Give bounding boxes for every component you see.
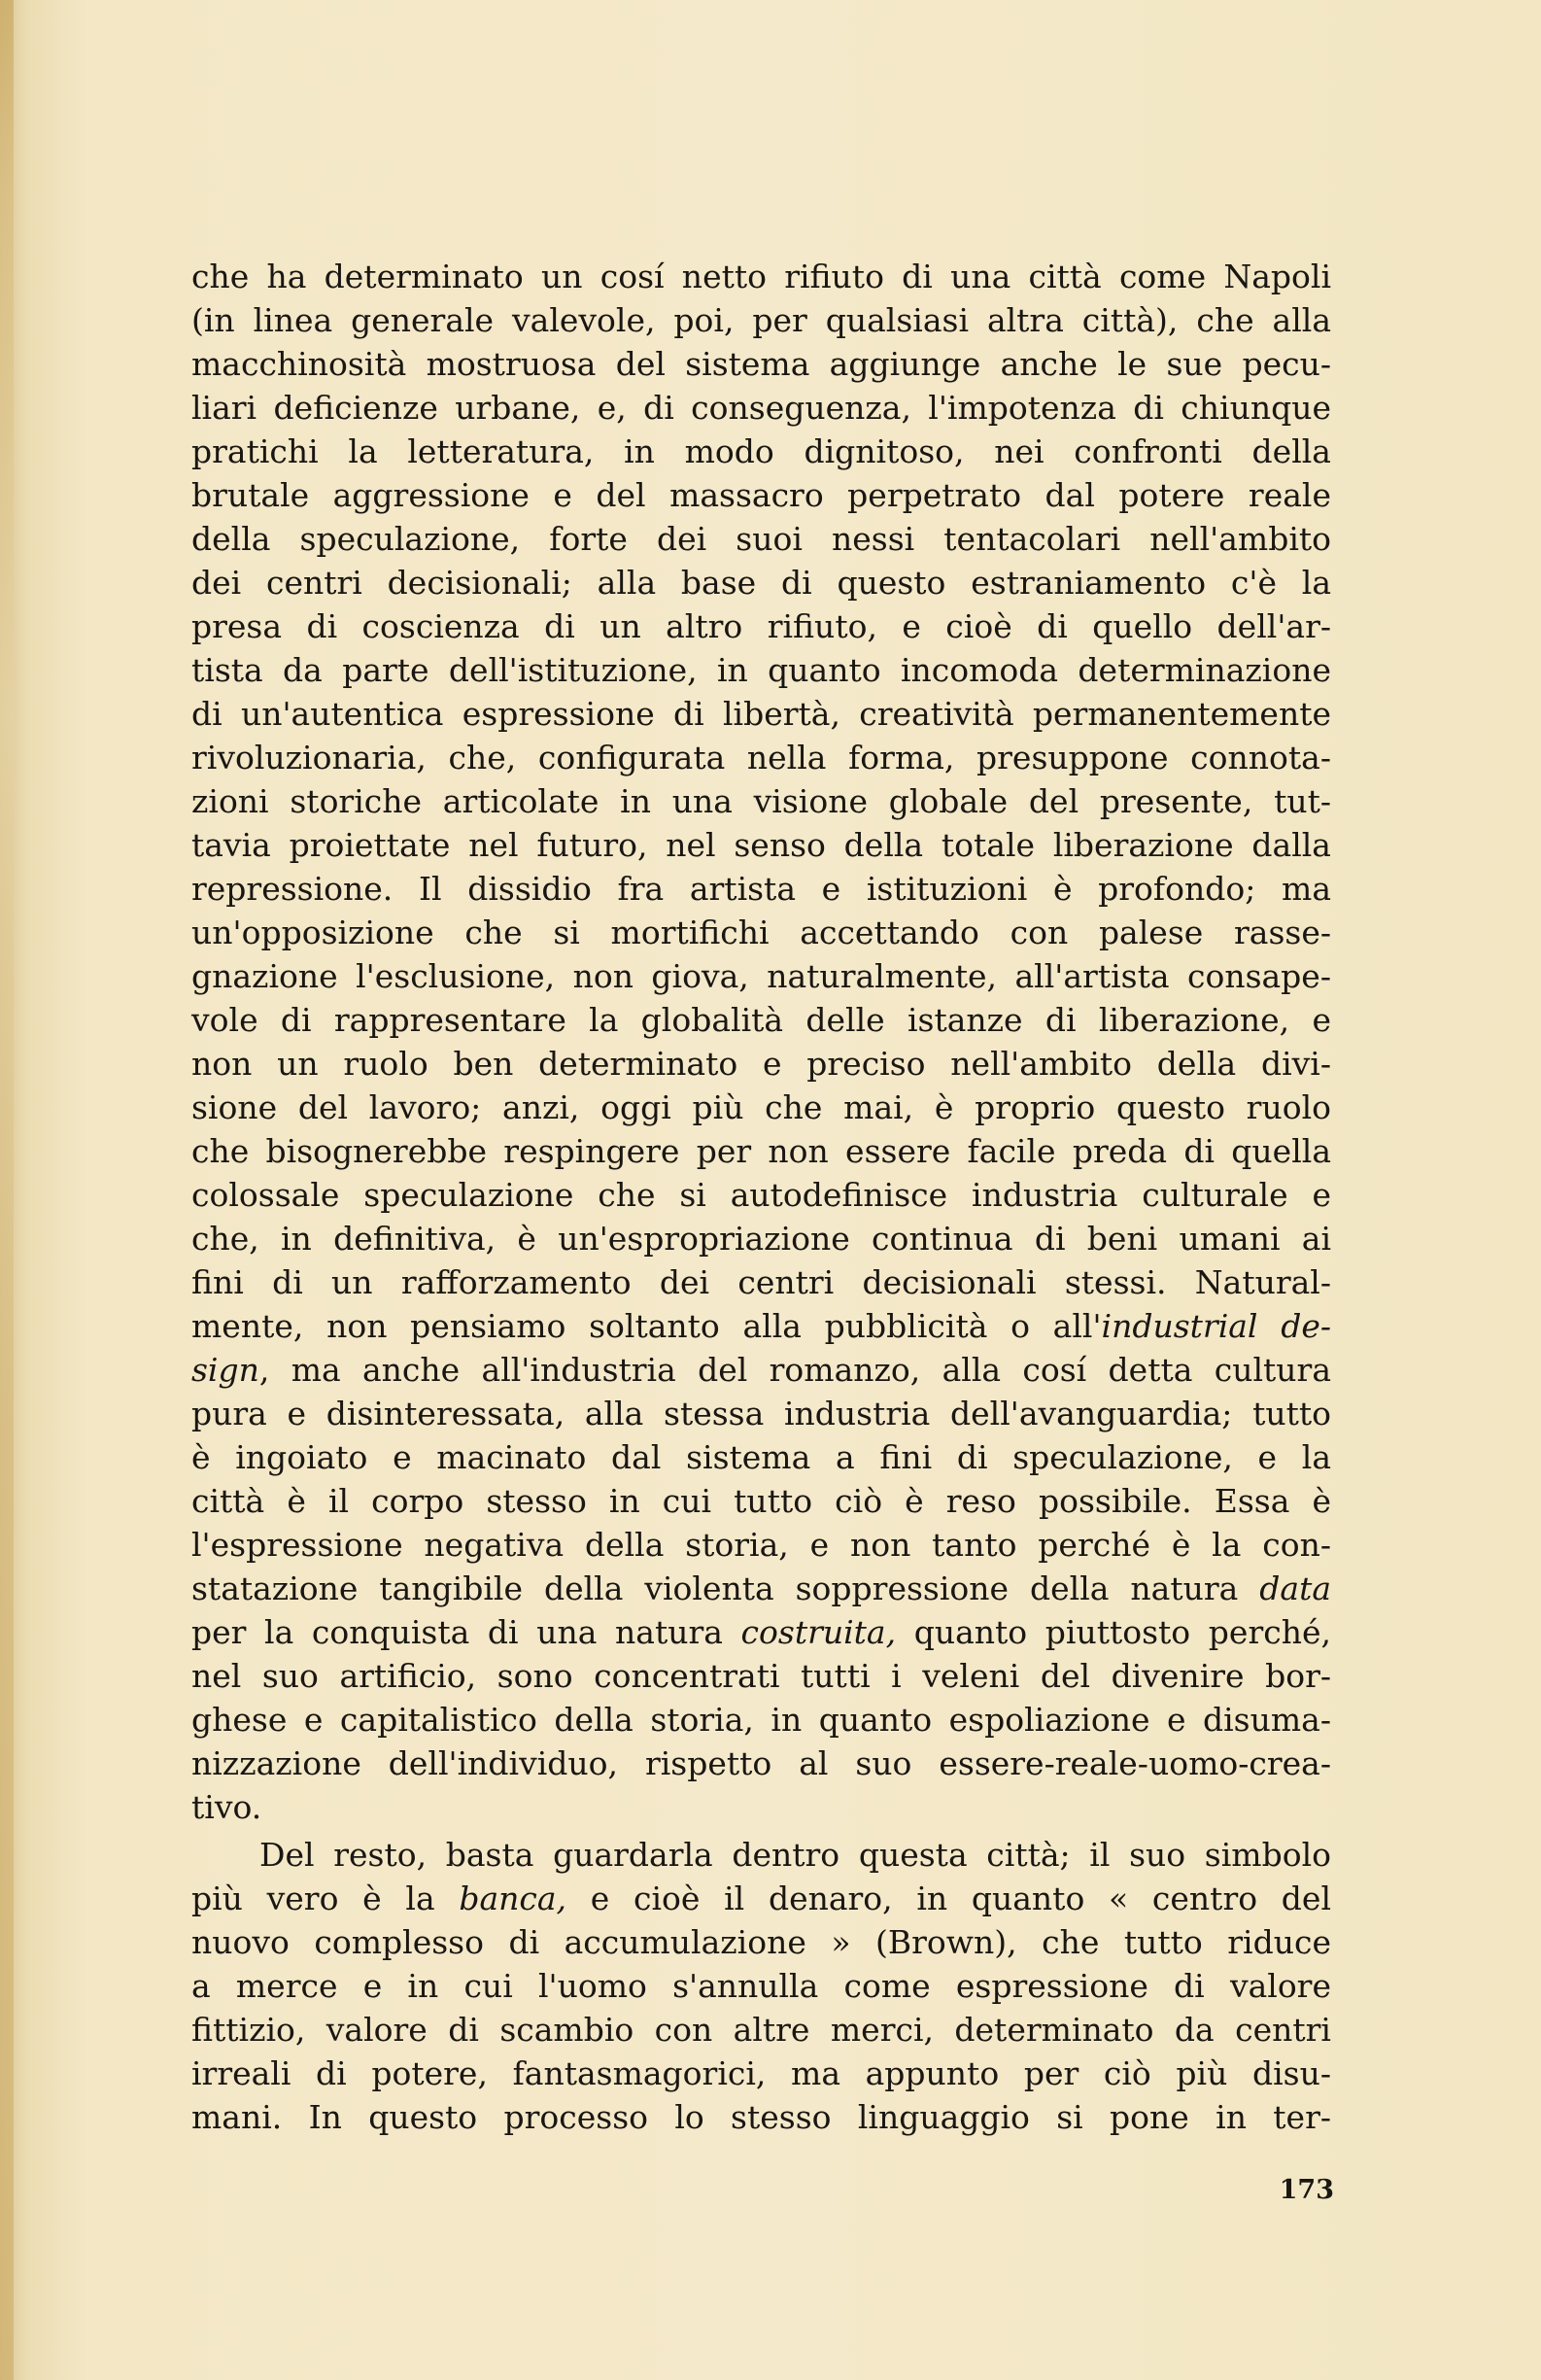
text-line: sione del lavoro; anzi, oggi più che mai, è proprio questo ruolo [191,1088,1331,1126]
text-line: l'espressione negativa della storia, e non tanto perché è la con- [191,1526,1331,1564]
text-line: pura e disinteressata, alla stessa industria dell'avanguardia; tutto [191,1395,1331,1432]
text-line: nizzazione dell'individuo, rispetto al suo essere-reale-uomo-crea- [191,1744,1331,1782]
text-line: tista da parte dell'istituzione, in quanto incomoda determinazione [191,651,1331,689]
body-text [191,255,1331,2139]
text-line: repressione. Il dissidio fra artista e istituzioni è profondo; ma [191,870,1331,908]
text-line [191,1304,1331,1348]
text-line: vole di rappresentare la globalità delle istanze di liberazione, e [191,1001,1331,1039]
text-line: rivoluzionaria, che, configurata nella forma, presuppone connota- [191,739,1331,776]
text-line: liari deficienze urbane, e, di conseguenza, l'impotenza di chiunque [191,389,1331,427]
italic-text: costruita, [740,1613,897,1651]
text-line: colossale speculazione che si autodefinisce industria culturale e [191,1176,1331,1214]
text-line: brutale aggressione e del massacro perpetrato dal potere reale [191,476,1331,514]
text-line [191,1348,1331,1392]
text-line [191,1610,1331,1654]
text-line: città è il corpo stesso in cui tutto ciò è reso possibile. Essa è [191,1482,1331,1520]
text-line: fini di un rafforzamento dei centri decisionali stessi. Natural- [191,1263,1331,1301]
text-line: zioni storiche articolate in una visione globale del presente, tut- [191,782,1331,820]
text-line: che bisognerebbe respingere per non essere facile preda di quella [191,1132,1331,1170]
text-line: della speculazione, forte dei suoi nessi tentacolari nell'ambito [191,520,1331,558]
page-number: 173 [1279,2175,1334,2205]
text-segment: statazione tangibile della violenta soppressione della natura [191,1569,1260,1607]
text-line: tavia proiettate nel futuro, nel senso della totale liberazione dalla [191,826,1331,864]
text-line: a merce e in cui l'uomo s'annulla come espressione di valore [191,1967,1331,2005]
text-line: tivo. [191,1788,262,1826]
text-line: che ha determinato un cosí netto rifiuto di una città come Napoli [191,258,1331,295]
italic-text: data [1259,1569,1331,1607]
text-line: non un ruolo ben determinato e preciso nell'ambito della divi- [191,1045,1331,1083]
text-line [191,1877,1331,1920]
text-line: di un'autentica espressione di libertà, creatività permanentemente [191,695,1331,733]
text-segment: e cioè il denaro, in quanto « centro del [566,1880,1331,1917]
text-line: gnazione l'esclusione, non giova, naturalmente, all'artista consape- [191,957,1331,995]
text-line: ghese e capitalistico della storia, in quanto espoliazione e disuma- [191,1701,1331,1739]
text-segment: mente, non pensiamo soltanto alla pubblicità o all' [191,1307,1102,1345]
italic-text: banca, [459,1880,567,1917]
text-line: pratichi la letteratura, in modo dignitoso, nei confronti della [191,432,1331,470]
text-segment: per la conquista di una natura [191,1613,741,1651]
text-line: nel suo artificio, sono concentrati tutti i veleni del divenire bor- [191,1657,1331,1695]
text-line: macchinosità mostruosa del sistema aggiunge anche le sue pecu- [191,345,1331,383]
italic-text: sign [191,1351,259,1389]
italic-text: industrial de- [1101,1307,1332,1345]
text-line: dei centri decisionali; alla base di questo estraniamento c'è la [191,564,1331,602]
text-line: nuovo complesso di accumulazione » (Brown), che tutto riduce [191,1923,1331,1961]
text-line: è ingoiato e macinato dal sistema a fini di speculazione, e la [191,1438,1331,1476]
text-segment: più vero è la [191,1880,460,1917]
text-line: mani. In questo processo lo stesso linguaggio si pone in ter- [191,2098,1331,2136]
text-line: Del resto, basta guardarla dentro questa città; il suo simbolo [259,1836,1331,1874]
text-line: che, in definitiva, è un'espropriazione continua di beni umani ai [191,1220,1331,1258]
text-line: fittizio, valore di scambio con altre merci, determinato da centri [191,2011,1331,2049]
text-line: (in linea generale valevole, poi, per qualsiasi altra città), che alla [191,301,1331,339]
text-line: presa di coscienza di un altro rifiuto, e cioè di quello dell'ar- [191,607,1331,645]
text-segment: quanto piuttosto perché, [896,1613,1331,1651]
text-segment: , ma anche all'industria del romanzo, alla cosí detta cultura [258,1351,1331,1389]
text-line [191,1567,1331,1610]
text-line: irreali di potere, fantasmagorici, ma appunto per ciò più disu- [191,2054,1331,2092]
text-line: un'opposizione che si mortifichi accettando con palese rasse- [191,914,1331,951]
